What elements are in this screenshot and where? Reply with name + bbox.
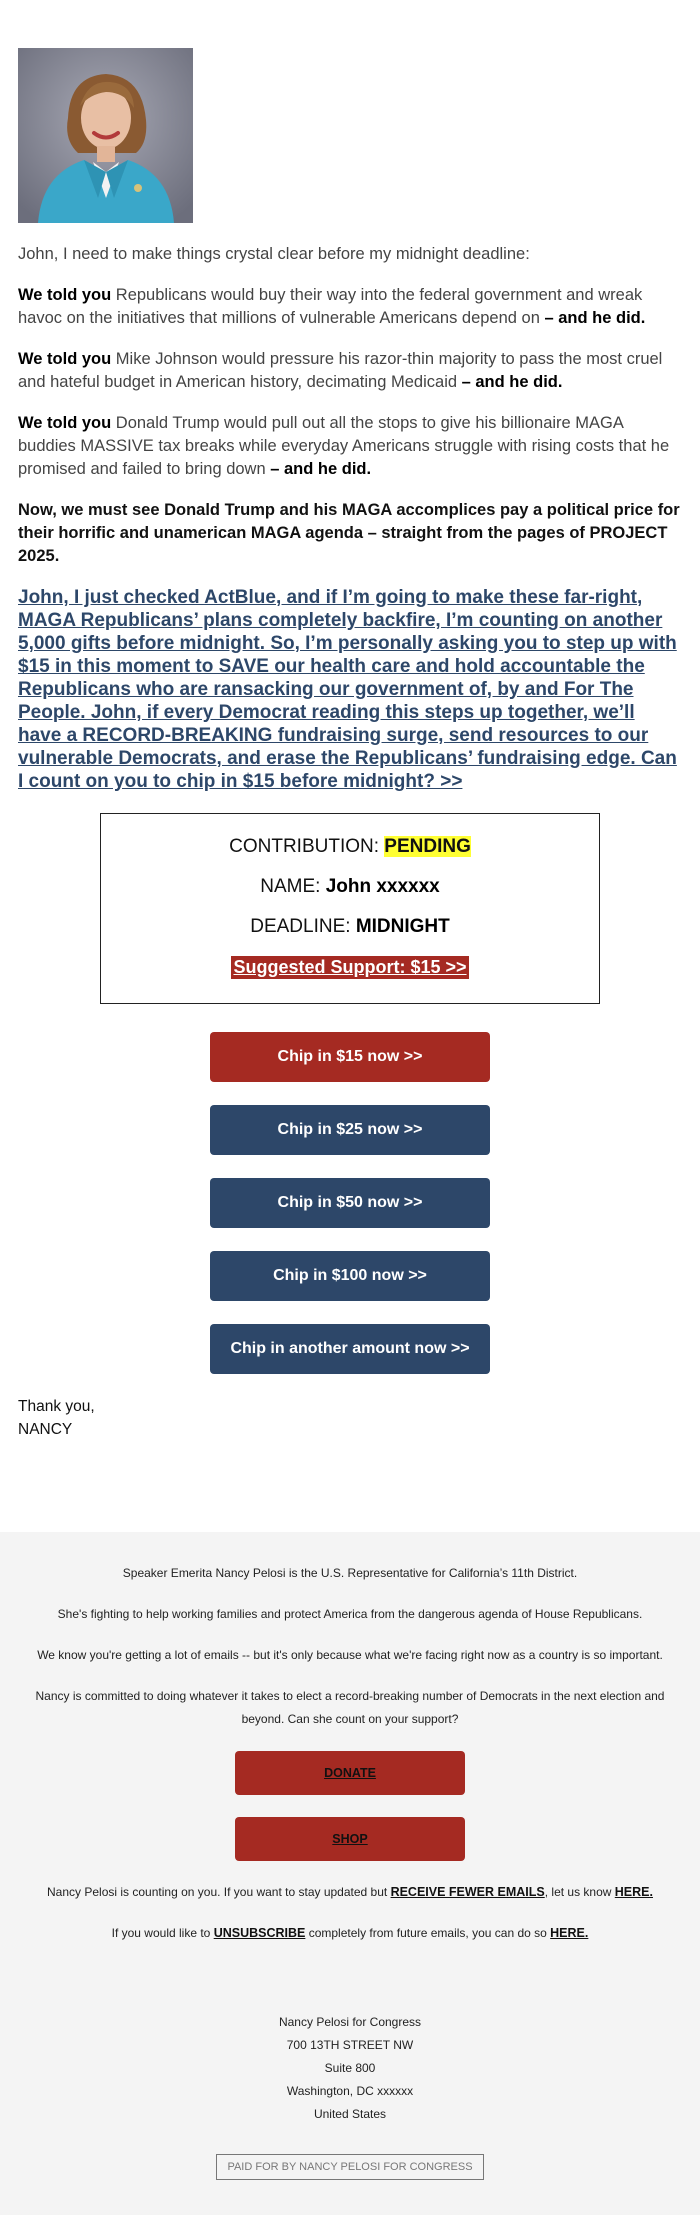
- contributor-name: NAME: John xxxxxx: [260, 876, 440, 897]
- email-footer: [0, 1532, 700, 2215]
- project-2025-paragraph: Now, we must see Donald Trump and his MAGA accomplices pay a political price for their horrific and unamerican MAGA agenda – straight from the pages of PROJECT 2025.: [18, 501, 680, 565]
- signoff-name: NANCY: [18, 1421, 73, 1438]
- portrait-photo: [18, 48, 193, 223]
- chip-in-50-button[interactable]: Chip in $50 now >>: [210, 1178, 490, 1228]
- unsubscribe-here-link[interactable]: HERE.: [550, 1926, 589, 1940]
- address-country: United States: [313, 2107, 387, 2121]
- contribution-status: CONTRIBUTION: PENDING: [229, 836, 471, 857]
- we-told-you-paragraph-1: We told you Republicans would buy their way into the federal government and wreak havoc on the initiatives that millions of vulnerable Americans depend on – and he did.: [18, 286, 646, 327]
- pending-badge: PENDING: [384, 836, 471, 857]
- chip-in-100-button[interactable]: Chip in $100 now >>: [210, 1251, 490, 1301]
- we-told-you-paragraph-2: We told you Mike Johnson would pressure his razor-thin majority to pass the most cruel and hateful budget in American history, decimating Medicaid – and he did.: [18, 350, 663, 391]
- deadline: DEADLINE: MIDNIGHT: [250, 916, 450, 937]
- we-told-you-paragraph-3: We told you Donald Trump would pull out all the stops to give his billionaire MAGA buddies MASSIVE tax breaks while everyday Americans struggle with rising costs that he promised and failed to bring down – and he did.: [18, 414, 670, 478]
- address-city: Washington, DC xxxxxx: [286, 2084, 414, 2098]
- paid-for-disclaimer: PAID FOR BY NANCY PELOSI FOR CONGRESS: [216, 2154, 483, 2180]
- address-org: Nancy Pelosi for Congress: [278, 2015, 422, 2029]
- chip-in-25-button[interactable]: Chip in $25 now >>: [210, 1105, 490, 1155]
- donate-button[interactable]: DONATE: [235, 1751, 465, 1795]
- suggested-support-link[interactable]: Suggested Support: $15 >>: [233, 957, 467, 977]
- footer-commitment-line: Nancy is committed to doing whatever it takes to elect a record-breaking number of Democrats in the next election and beyond. Can she count on your support?: [35, 1689, 665, 1726]
- address-street: 700 13TH STREET NW: [286, 2038, 414, 2052]
- signoff-thanks: Thank you,: [18, 1398, 95, 1415]
- mailing-address: [0, 2011, 700, 2126]
- receive-fewer-emails-link[interactable]: RECEIVE FEWER EMAILS: [390, 1885, 545, 1899]
- fewer-emails-here-link[interactable]: HERE.: [614, 1885, 653, 1899]
- unsubscribe-line: If you would like to UNSUBSCRIBE completely from future emails, you can do so HERE.: [111, 1926, 589, 1940]
- contribution-box: [100, 813, 600, 1004]
- footer-district-line: Speaker Emerita Nancy Pelosi is the U.S. Representative for California’s 11th District.: [122, 1566, 578, 1580]
- donation-ask-link[interactable]: John, I just checked ActBlue, and if I’m going to make these far-right, MAGA Republicans’ plans completely backfire, I’m counting on another 5,000 gifts before midnight. So, I’m personally asking you to step up with $15 in this moment to SAVE our health care and hold accountable the Republicans who are ransacking our government of, by and For The People. John, if every Democrat reading this steps up together, we’ll have a RECORD-BREAKING fundraising surge, send resources to our vulnerable Democrats, and erase the Republicans’ fundraising edge. Can I count on you to chip in $15 before midnight? >>: [18, 587, 677, 792]
- chip-in-other-amount-button[interactable]: Chip in another amount now >>: [210, 1324, 490, 1374]
- donation-buttons: [18, 1032, 682, 1374]
- footer-fighting-line: She's fighting to help working families and protect America from the dangerous agenda of House Republicans.: [57, 1607, 643, 1621]
- greeting: John, I need to make things crystal clear before my midnight deadline:: [18, 245, 530, 263]
- shop-button[interactable]: SHOP: [235, 1817, 465, 1861]
- address-suite: Suite 800: [324, 2061, 376, 2075]
- unsubscribe-link[interactable]: UNSUBSCRIBE: [213, 1926, 306, 1940]
- signoff: [18, 1395, 682, 1441]
- chip-in-15-button[interactable]: Chip in $15 now >>: [210, 1032, 490, 1082]
- footer-emails-line: We know you're getting a lot of emails -- but it's only because what we're facing right now as a country is so important.: [37, 1648, 663, 1662]
- fewer-emails-line: Nancy Pelosi is counting on you. If you want to stay updated but RECEIVE FEWER EMAILS, let us know HERE.: [47, 1885, 653, 1899]
